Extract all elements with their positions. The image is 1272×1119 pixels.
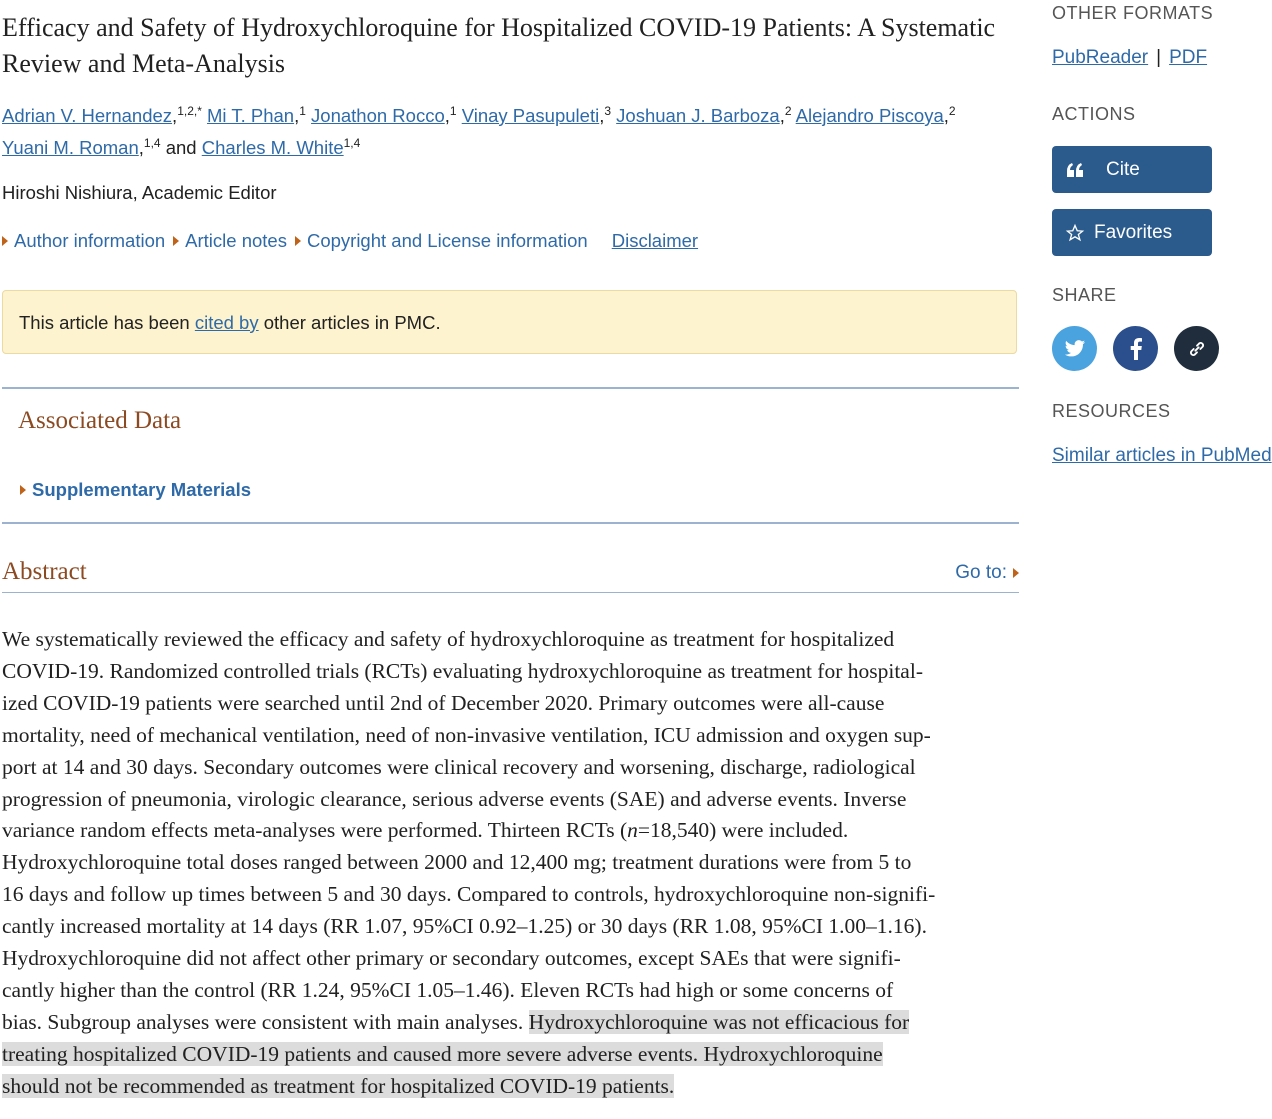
link-icon bbox=[1187, 339, 1207, 359]
cited-by-link[interactable]: cited by bbox=[194, 312, 259, 333]
cite-quote-icon bbox=[1066, 162, 1106, 178]
resources-heading: RESOURCES bbox=[1052, 401, 1171, 421]
and-word: and bbox=[165, 137, 197, 158]
article-notes-toggle[interactable]: Article notes bbox=[173, 230, 287, 252]
triangle-right-icon bbox=[2, 236, 8, 246]
other-formats-heading: OTHER FORMATS bbox=[1052, 3, 1214, 23]
article-title: Efficacy and Safety of Hydroxychloroquine for Hospitalized COVID-19 Patients: A Systematic Review and Meta-Analysis bbox=[2, 13, 996, 78]
author-link[interactable]: Adrian V. Hernandez bbox=[2, 105, 173, 126]
similar-articles-link[interactable]: Similar articles in PubMed bbox=[1052, 445, 1272, 466]
triangle-right-icon bbox=[1013, 568, 1019, 578]
format-links: PubReader | PDF bbox=[1052, 47, 1208, 68]
twitter-icon bbox=[1064, 339, 1086, 359]
triangle-right-icon bbox=[173, 236, 179, 246]
facebook-icon bbox=[1130, 338, 1142, 360]
share-buttons bbox=[1052, 326, 1219, 371]
author-link[interactable]: Joshuan J. Barboza bbox=[616, 105, 780, 126]
highlighted-text: should not be recommended as treatment for hospitalized COVID-19 patients. bbox=[2, 1073, 675, 1098]
author-information-toggle[interactable]: Author information bbox=[2, 230, 165, 252]
actions-heading: ACTIONS bbox=[1052, 104, 1136, 124]
copyright-license-toggle[interactable]: Copyright and License information bbox=[295, 230, 588, 252]
resources-links bbox=[1052, 445, 1272, 467]
highlighted-text: treating hospitalized COVID-19 patients and caused more severe adverse events. Hydroxychloroquine bbox=[2, 1041, 883, 1066]
facebook-share-button[interactable] bbox=[1113, 326, 1158, 371]
star-icon bbox=[1066, 224, 1094, 242]
author-link[interactable]: Vinay Pasupuleti bbox=[461, 105, 600, 126]
supplementary-materials-toggle[interactable]: Supplementary Materials bbox=[20, 479, 251, 501]
twitter-share-button[interactable] bbox=[1052, 326, 1097, 371]
share-heading: SHARE bbox=[1052, 285, 1117, 305]
pubreader-link[interactable]: PubReader bbox=[1052, 47, 1149, 68]
author-link[interactable]: Charles M. White bbox=[201, 137, 344, 158]
author-link[interactable]: Alejandro Piscoya bbox=[795, 105, 944, 126]
divider bbox=[2, 592, 1019, 593]
pdf-link[interactable]: PDF bbox=[1169, 47, 1208, 68]
disclaimer-link[interactable]: Disclaimer bbox=[611, 230, 699, 251]
copy-link-button[interactable] bbox=[1174, 326, 1219, 371]
author-link[interactable]: Jonathon Rocco bbox=[311, 105, 445, 126]
goto-menu[interactable]: Go to: bbox=[955, 562, 1019, 584]
divider bbox=[2, 522, 1019, 524]
cite-button[interactable]: Cite bbox=[1052, 146, 1212, 193]
divider bbox=[2, 387, 1019, 389]
cited-by-notice: This article has been cited by other articles in PMC. bbox=[2, 290, 1017, 354]
triangle-right-icon bbox=[295, 236, 301, 246]
academic-editor: Hiroshi Nishiura, Academic Editor bbox=[2, 182, 277, 203]
author-list: Adrian V. Hernandez,$^{1,2,*}$ Mi T. Phan,$^1$ Jonathon Rocco,$^1$ Vinay Pasupuleti,$^3$ Joshuan J. Barboza,$^2$ Alejandro Piscoya,$^2$ Yuani M. Roman,$^{1,4}$ and Charles M. White$^{1,4}$ bbox=[2, 104, 956, 158]
article-info-links bbox=[2, 230, 698, 252]
favorites-button[interactable]: Favorites bbox=[1052, 209, 1212, 256]
associated-data-heading: Associated Data bbox=[18, 407, 182, 434]
abstract-heading: Abstract bbox=[2, 558, 87, 585]
highlighted-text: Hydroxychloroquine was not efficacious for bbox=[528, 1009, 910, 1034]
author-link[interactable]: Mi T. Phan bbox=[207, 105, 295, 126]
abstract-text: We systematically reviewed the efficacy and safety of hydroxychloroquine as treatment for hospitalized COVID-19. Randomized controlled trials (RCTs) evaluating hydroxychloroquine as treatment for hospital- ized COVID-19 patients were searched until 2nd of December 2020. Primary outcomes were all-cause mortality, need of mechanical ventilation, need of non-invasive ventilation, ICU admission and oxygen sup- port at 14 and 30 days. Secondary outcomes were clinical recovery and worsening, discharge, radiological progression of pneumonia, virologic clearance, serious adverse events (SAE) and adverse events. Inverse variance random effects meta-analyses were performed. Thirteen RCTs (n=18,540) were included. Hydroxychloroquine total doses ranged between 2000 and 12,400 mg; treatment durations were from 5 to 16 days and follow up times between 5 and 30 days. Compared to controls, hydroxychloroquine non-signifi- cantly increased mortality at 14 days (RR 1.07, 95%CI 0.92–1.25) or 30 days (RR 1.08, 95%CI 1.00–1.16). Hydroxychloroquine did not affect other primary or secondary outcomes, except SAEs that were signifi- cantly higher than the control (RR 1.24, 95%CI 1.05–1.46). Eleven RCTs had high or some concerns of bias. Subgroup analyses were consistent with main analyses. Hydroxychloroquine was not efficacious for treating hospitalized COVID-19 patients and caused more severe adverse events. Hydroxychloroquine should not be recommended as treatment for hospitalized COVID-19 patients. bbox=[2, 627, 936, 1098]
author-link[interactable]: Yuani M. Roman bbox=[2, 137, 139, 158]
triangle-right-icon bbox=[20, 485, 26, 495]
